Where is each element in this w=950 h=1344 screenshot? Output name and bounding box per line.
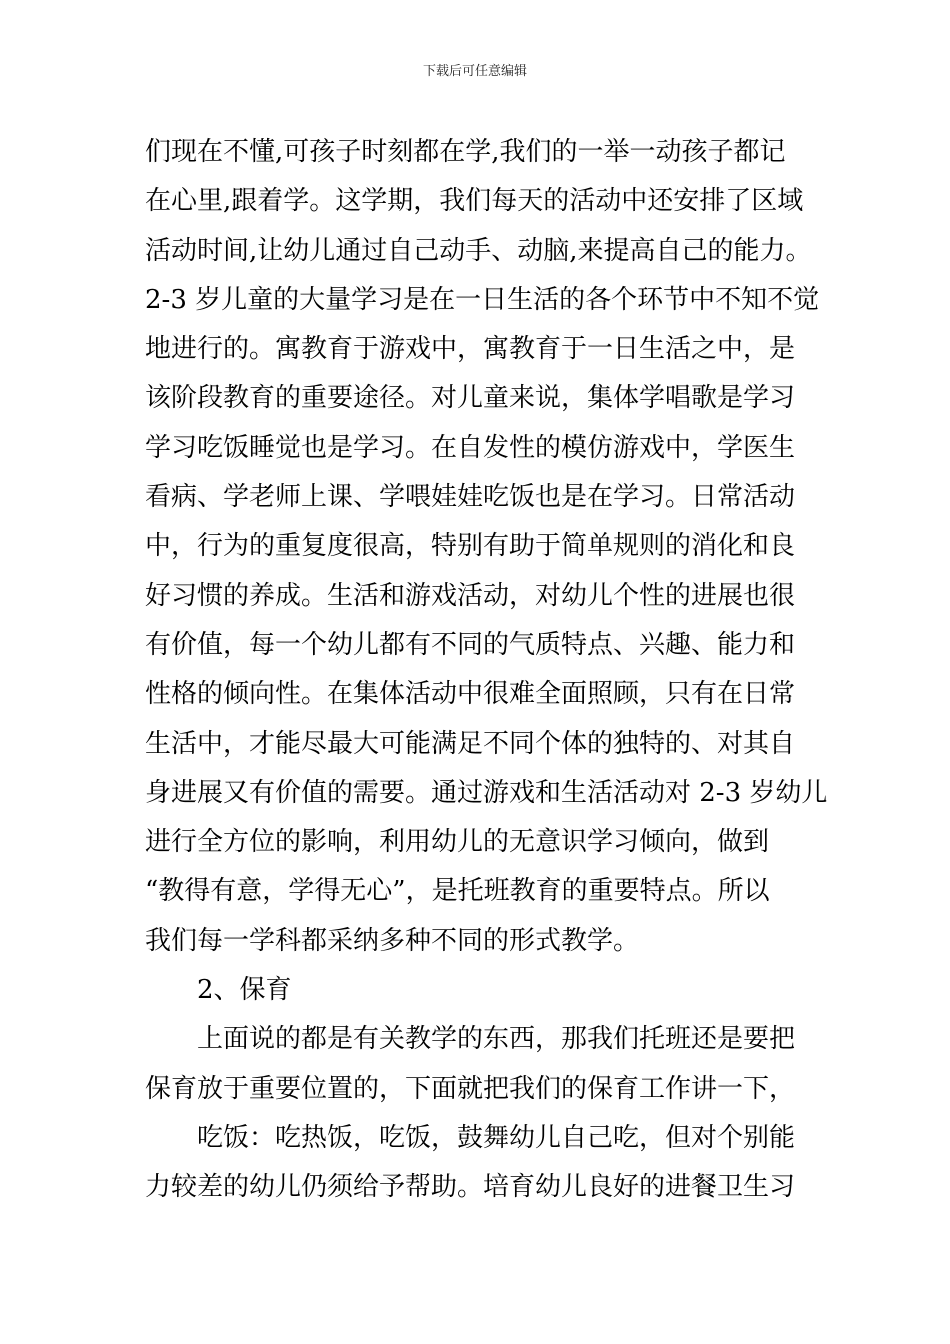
text-line: 好习惯的养成。生活和游戏活动，对幼儿个性的进展也很 [145, 580, 796, 611]
text-line: 活动时间,让幼儿通过自己动手、动脑,来提高自己的能力。 [145, 235, 812, 266]
paragraph-first-line: 上面说的都是有关教学的东西，那我们托班还是要把 [197, 1024, 796, 1055]
text-line: 们现在不懂,可孩子时刻都在学,我们的一举一动孩子都记 [145, 137, 786, 167]
text-line: 有价值，每一个幼儿都有不同的气质特点、兴趣、能力和 [145, 629, 796, 660]
text-line: 看病、学老师上课、学喂娃娃吃饭也是在学习。日常活动 [145, 482, 796, 513]
text-line: “教得有意，学得无心”，是托班教育的重要特点。所以 [145, 876, 770, 907]
text-line: 进行全方位的影响，利用幼儿的无意识学习倾向，做到 [145, 827, 770, 858]
text-line: 学习吃饭睡觉也是学习。在自发性的模仿游戏中，学医生 [145, 432, 796, 463]
paragraph-first-line: 吃饭：吃热饭，吃饭，鼓舞幼儿自己吃，但对个别能 [197, 1122, 796, 1153]
text-line: 2-3 岁儿童的大量学习是在一日生活的各个环节中不知不觉 [145, 284, 820, 315]
text-line: 在心里,跟着学。这学期，我们每天的活动中还安排了区域 [145, 186, 804, 217]
text-line: 身进展又有价值的需要。通过游戏和生活活动对 2-3 岁幼儿 [145, 777, 828, 808]
text-line: 我们每一学科都采纳多种不同的形式教学。 [145, 925, 640, 956]
text-line: 生活中，才能尽最大可能满足不同个体的独特的、对其自 [145, 728, 796, 759]
text-line: 中，行为的重复度很高，特别有助于简单规则的消化和良 [145, 531, 796, 562]
document-body [145, 128, 828, 1213]
text-line: 该阶段教育的重要途径。对儿童来说，集体学唱歌是学习 [145, 383, 796, 414]
text-line: 保育放于重要位置的，下面就把我们的保育工作讲一下， [145, 1073, 796, 1104]
text-line: 性格的倾向性。在集体活动中很难全面照顾，只有在日常 [145, 679, 796, 710]
text-line: 地进行的。寓教育于游戏中，寓教育于一日生活之中，是 [145, 334, 796, 365]
text-line: 力较差的幼儿仍须给予帮助。培育幼儿良好的进餐卫生习 [145, 1172, 796, 1203]
page-header-caption: 下载后可任意编辑 [422, 64, 527, 79]
section-heading: 2、保育 [197, 975, 292, 1006]
